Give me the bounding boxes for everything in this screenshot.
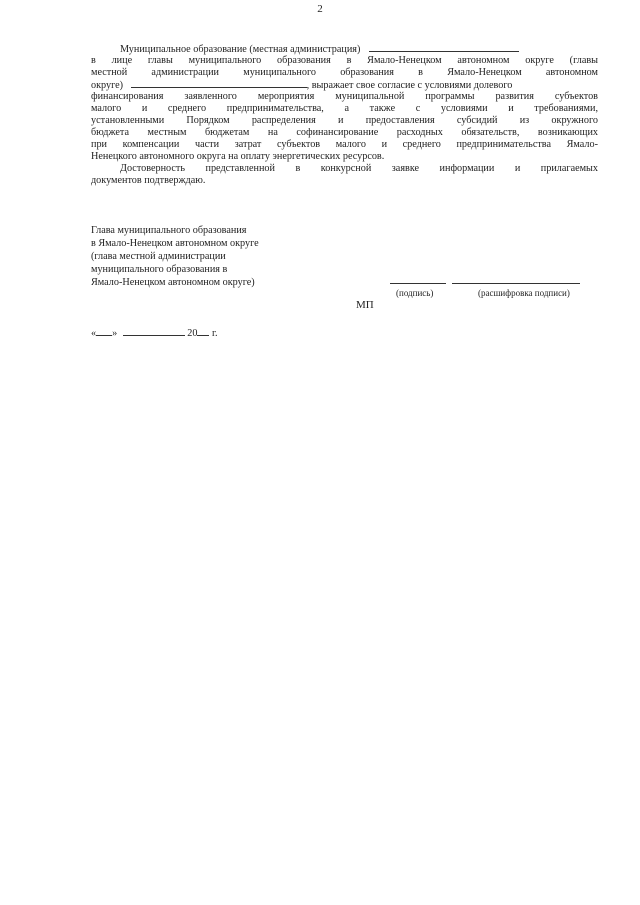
date-close-quote: » (112, 328, 118, 339)
paragraph1-line3: местной администрации муниципального образования в Ямало-Ненецком автономном (91, 67, 598, 78)
paragraph1-line2: в лице главы муниципального образования в Ямало-Ненецком автономном округе (главы (91, 55, 598, 66)
paragraph2-line2: документов подтверждаю. (91, 175, 206, 186)
month-blank (123, 327, 185, 336)
signatory-line4: муниципального образования в (91, 264, 228, 275)
signature-caption: (подпись) (396, 288, 434, 298)
paragraph1-line7: установленными Порядком распределения и предоставления субсидий из окружного (91, 115, 598, 126)
year-suffix: г. (209, 328, 218, 339)
decryption-caption: (расшифровка подписи) (478, 288, 570, 298)
signatory-title (91, 224, 259, 289)
date-open-quote: « (91, 328, 97, 339)
signatory-line1: Глава муниципального образования (91, 225, 247, 236)
year-blank (197, 327, 209, 336)
municipality-label: Муниципальное образование (местная администрация) (120, 44, 361, 55)
stamp-label: МП (356, 299, 374, 311)
day-blank (96, 327, 112, 336)
paragraph1-line8: бюджета местным бюджетам на софинансирование расходных обязательств, возникающих (91, 127, 598, 138)
consent-text: , выражает свое согласие с условиями долевого (306, 80, 513, 91)
page-number: 2 (317, 3, 323, 15)
paragraph1-line10: Ненецкого автономного округа на оплату энергетических ресурсов. (91, 151, 385, 162)
head-name-blank (131, 79, 307, 88)
okrug-label: округе) (91, 80, 124, 91)
signatory-line2: в Ямало-Ненецком автономном округе (91, 238, 259, 249)
paragraph2-line1: Достоверность представленной в конкурсной заявке информации и прилагаемых (120, 163, 598, 174)
paragraph1-line9: при компенсации части затрат субъектов малого и среднего предпринимательства Ямало- (91, 139, 598, 150)
date-line (91, 327, 218, 339)
year-prefix: 20 (187, 328, 198, 339)
signature-line (390, 283, 446, 284)
paragraph1-line5: финансирования заявленного мероприятия муниципальной программы развития субъектов (91, 91, 598, 102)
paragraph1-line1 (91, 43, 598, 56)
signature-decryption-line (452, 283, 580, 284)
signatory-line5: Ямало-Ненецком автономном округе) (91, 277, 255, 288)
paragraph1-line6: малого и среднего предпринимательства, а также с условиями и требованиями, (91, 103, 598, 114)
signatory-line3: (глава местной администрации (91, 251, 226, 262)
paragraph1-line4 (91, 79, 598, 92)
municipality-name-blank (369, 43, 519, 52)
